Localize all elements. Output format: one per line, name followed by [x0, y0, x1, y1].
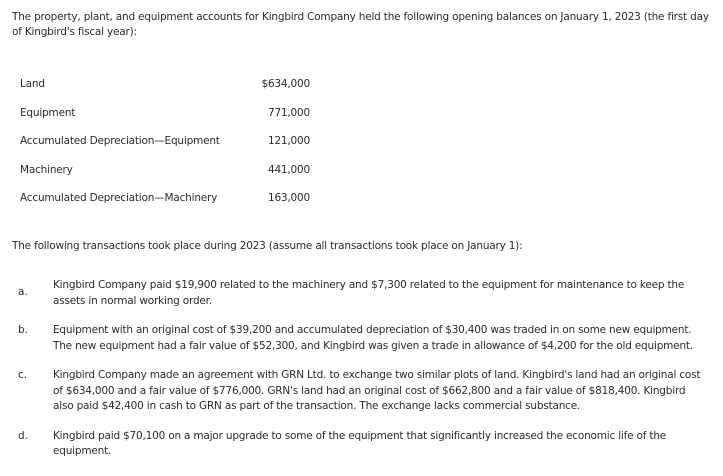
transaction-item-b [18, 323, 708, 354]
transaction-text: Equipment with an original cost of $39,200 and accumulated depreciation of $30,400 was traded in on some new equipment. The new equipment had a fair value of $52,300, and Kingbird was given a trade in allowance of $4,200 for the old equipment. [53, 324, 693, 352]
transaction-item-d [18, 429, 708, 460]
balance-amount: 771,000 [267, 106, 310, 119]
transaction-item-c [18, 368, 708, 415]
transaction-letter: d. [18, 429, 29, 442]
balance-name: Accumulated Depreciation—Equipment [20, 135, 220, 148]
transaction-text: Kingbird Company paid $19,900 related to the machinery and $7,300 related to the equipment for maintenance to keep the assets in normal working order. [53, 279, 685, 307]
transaction-text: Kingbird Company made an agreement with GRN Ltd. to exchange two similar plots of land. Kingbird's land had an original cost of $634,000 and a fair value of $776,000. GRN's land had an original cost of $662,800 and a fair value of $818,400. Kingbird also paid $42,400 in cash to GRN as part of the transaction. The exchange lacks commercial substance. [53, 369, 701, 412]
transactions-list [18, 278, 708, 474]
balance-name: Land [20, 78, 45, 91]
balance-row-equipment [20, 99, 310, 128]
balance-name: Equipment [20, 106, 76, 119]
transaction-item-a [18, 278, 708, 309]
transaction-letter: b. [18, 324, 29, 336]
intro-paragraph: The property, plant, and equipment accounts for Kingbird Company held the following opening balances on January 1, 2023 (the first day of Kingbird's fiscal year): [12, 11, 709, 38]
balance-row-accum-dep-machinery [20, 184, 310, 213]
transaction-letter: a. [18, 286, 28, 298]
transaction-letter: c. [18, 369, 28, 381]
balance-row-accum-dep-equipment [20, 127, 310, 156]
transactions-intro: The following transactions took place during 2023 (assume all transactions took place on January 1): [12, 240, 523, 252]
transaction-text: Kingbird paid $70,100 on a major upgrade to some of the equipment that significantly increased the economic life of the equipment. [53, 429, 667, 457]
balance-amount: 163,000 [267, 192, 310, 205]
balance-amount: 441,000 [267, 163, 310, 176]
balance-row-machinery [20, 156, 310, 185]
opening-balances-table [20, 70, 310, 213]
balance-amount: $634,000 [261, 78, 310, 91]
balance-name: Accumulated Depreciation—Machinery [20, 192, 218, 205]
balance-name: Machinery [20, 163, 73, 176]
balance-amount: 121,000 [267, 135, 310, 148]
balance-row-land [20, 70, 310, 99]
